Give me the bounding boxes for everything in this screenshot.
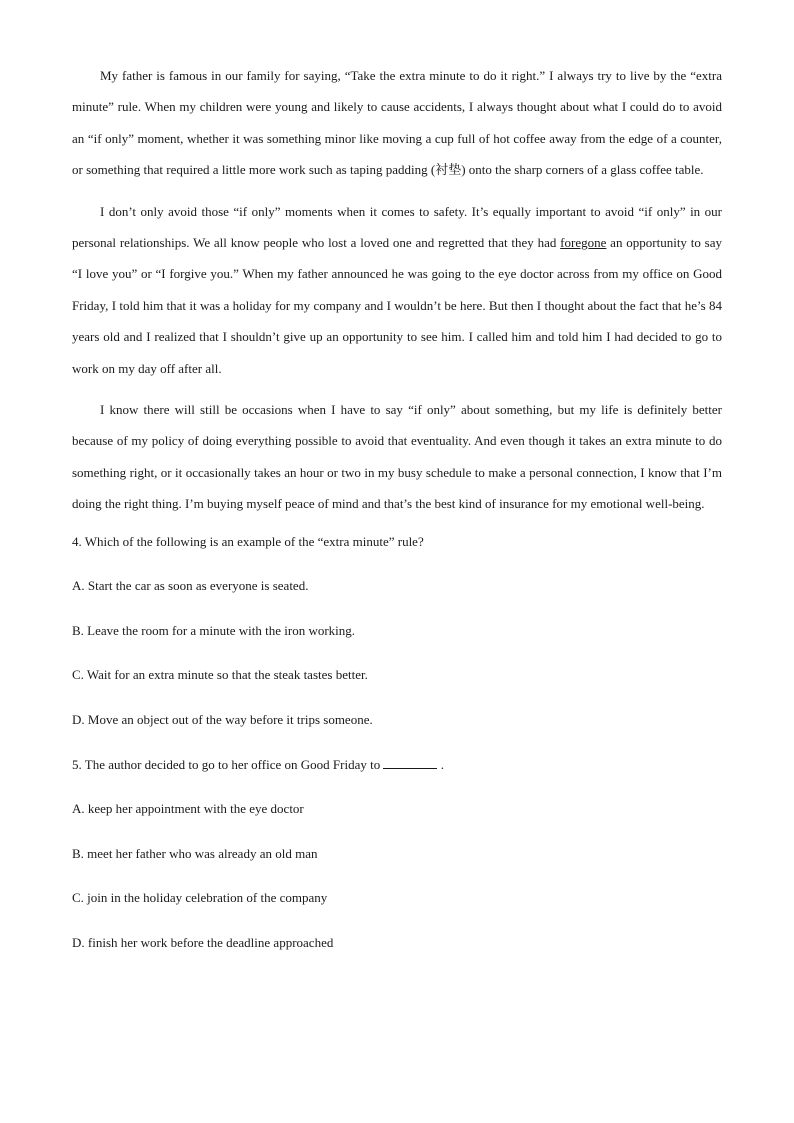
paragraph-2-text-start: I don’t only avoid those “if only” moments when it comes to safety. It’s equally important to avoid “if only” in our personal relationships. We all know people who lost a loved one and regretted that they had — [72, 203, 722, 251]
question-5-stem-text: 5. The author decided to go to her office on Good Friday to — [72, 756, 384, 772]
passage-paragraph-3: I know there will still be occasions when I have to say “if only” about something, but my life is definitely better because of my policy of doing everything possible to avoid that eventuality. And even though it takes an extra minute to do something right, or it occasionally takes an hour or two in my busy schedule to make a personal connection, I know that I’m doing the right thing. I’m buying myself peace of mind and that’s the best kind of insurance for my emotional well-being. — [72, 402, 722, 512]
document-page — [72, 60, 722, 978]
question-4-option-b: B. Leave the room for a minute with the iron working. — [72, 622, 356, 638]
answer-blank — [383, 756, 437, 769]
question-4-option-c: C. Wait for an extra minute so that the steak tastes better. — [72, 667, 368, 683]
question-5-option-a: A. keep her appointment with the eye doctor — [72, 801, 304, 817]
question-5-option-b: B. meet her father who was already an old man — [72, 845, 318, 861]
passage-paragraph-1: My father is famous in our family for saying, “Take the extra minute to do it right.” I always try to live by the “extra minute” rule. When my children were young and likely to cause accidents, I always thought about what I could do to avoid an “if only” moment, whether it was something minor like moving a cup full of hot coffee away from the edge of a counter, or something that required a little more work such as taping padding (衬垫) onto the sharp corners of a glass coffee table. — [72, 68, 722, 178]
underlined-word: foregone — [560, 235, 607, 251]
question-5-option-d: D. finish her work before the deadline approached — [72, 935, 334, 951]
question-5-stem — [72, 755, 722, 775]
question-4-option-a: A. Start the car as soon as everyone is seated. — [72, 578, 309, 594]
question-5-stem-end: . — [437, 756, 444, 772]
paragraph-2-text-end: an opportunity to say “I love you” or “I forgive you.” When my father announced he was going to the eye doctor across from my office on Good Friday, I told him that it was a holiday for my company and I wouldn’t be here. But then I thought about the fact that he’s 84 years old and I realized that I shouldn’t give up an opportunity to see him. I called him and told him I had decided to go to work on my day off after all. — [72, 235, 722, 376]
question-4-option-d: D. Move an object out of the way before it trips someone. — [72, 712, 373, 728]
passage-paragraph-2 — [72, 196, 722, 384]
question-5-option-c: C. join in the holiday celebration of the company — [72, 890, 328, 906]
question-4-stem: 4. Which of the following is an example of the “extra minute” rule? — [72, 533, 424, 549]
